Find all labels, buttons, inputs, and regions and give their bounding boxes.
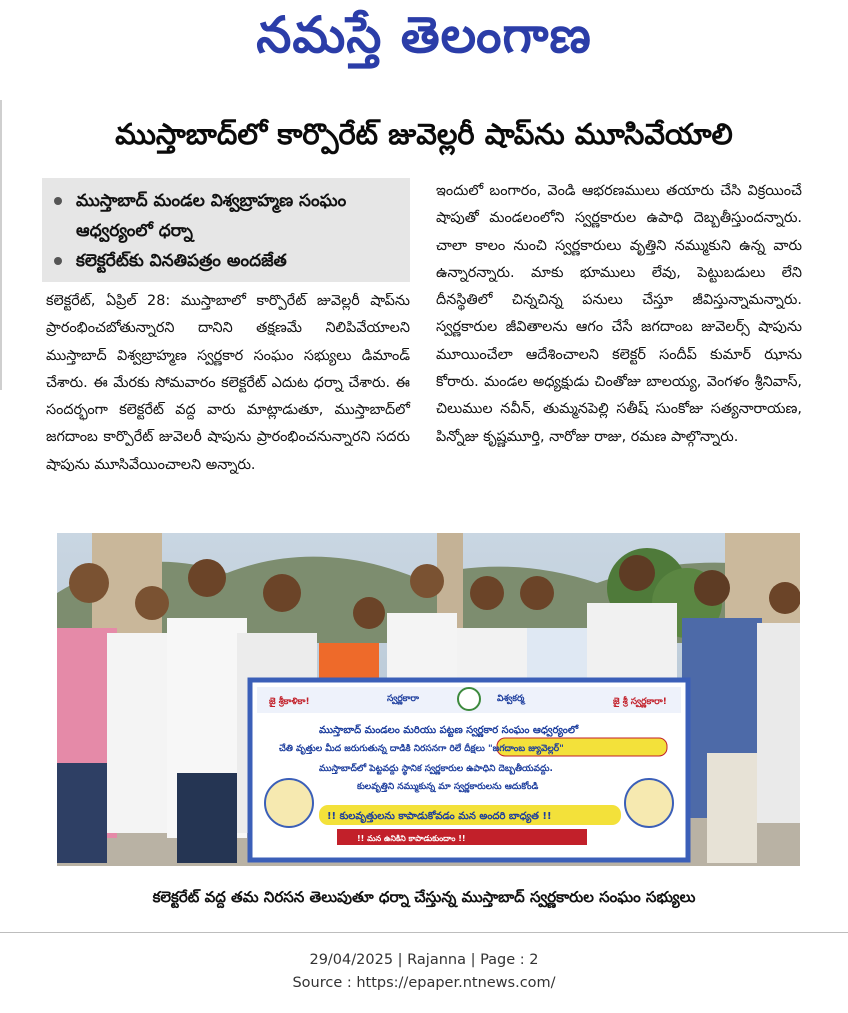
banner-logo-left: స్వర్ణకారా <box>387 694 419 704</box>
highlights-box <box>42 178 410 282</box>
footer-date-edition: 29/04/2025 | Rajanna | Page : 2 <box>309 952 539 968</box>
banner-logo-right: విశ్వకర్మ <box>497 694 525 704</box>
protest-photo-illustration <box>57 533 800 866</box>
column-rule <box>0 100 2 390</box>
banner-line-2: చేతి వృత్తుల మీద జరుగుతున్న దాడికి నిరసనగా రిలే దీక్షలు "జగదాంబ జ్యువెల్లర్" <box>279 744 564 754</box>
banner-emblem-icon <box>458 688 480 710</box>
masthead-title: నమస్తే తెలంగాణ <box>256 5 592 64</box>
bullet-icon <box>54 197 62 205</box>
article-body-left: కలెక్టరేట్, ఏప్రిల్ 28: ముస్తాబాలో కార్పొరేట్ జువెల్లరీ షాప్‌ను ప్రారంభించబోతున్నారని దానిని తక్షణమే నిలిపివేయాలని ముస్తాబాద్ విశ్వబ్రాహ్మణ స్వర్ణకార సంఘం సభ్యులు డిమాండ్ చేశారు. ఈ మేరకు సోమవారం కలెక్టరేట్ ఎదుట ధర్నా చేశారు. ఈ సందర్భంగా కలెక్టరేట్ వద్ద వారు మాట్లాడుతూ, ముస్తాబాద్‌లో జగదాంబ కార్పొరేట్ జువెలరీ షాపును ప్రారంభించనున్నారని సదరు షాపును మూసివేయించాలని అన్నారు. <box>46 293 410 473</box>
footer-divider <box>0 932 848 933</box>
highlight-item <box>54 186 400 246</box>
footer-source-link[interactable]: Source : https://epaper.ntnews.com/ <box>292 975 556 991</box>
article-body-right: ఇందులో బంగారం, వెండి ఆభరణములు తయారు చేసి విక్రయించే షాపుతో మండలంలోని స్వర్ణకారుల ఉపాధి దెబ్బతీస్తుందన్నారు. చాలా కాలం నుంచి స్వర్ణకారులు వృత్తిని నమ్ముకుని ఉన్న వారు ఉన్నారన్నారు. మాకు భూములు లేవు, పెట్టుబడులు లేని దీనస్థితిలో చిన్నచిన్న పనులు చేస్తూ జీవిస్తున్నామన్నారు. స్వర్ణకారుల జీవితాలను ఆగం చేసే జగదాంబ జువెలర్స్ షాపును మూయించేలా ఆదేశించాలని కలెక్టర్ సందీప్ కుమార్ ఝాను కోరారు. మండల అధ్యక్షుడు చింతోజు బాలయ్య, వెంగళం శ్రీనివాస్, చిలుముల నవీన్, తుమ్మనపెల్లి సతీష్ సుంకోజు సత్యనారాయణ, పిన్నోజు కృష్ణమూర్తి, నారోజు రాజు, రమణ పాల్గొన్నారు. <box>436 183 802 445</box>
goddess-left-icon <box>265 779 313 827</box>
banner-footer: !! మన ఉనికిని కాపాడుకుందాం !! <box>357 834 466 843</box>
banner-slogan: !! కులవృత్తులను కాపాడుకోవడం మన అందరి బాధ్యత !! <box>327 811 552 822</box>
bullet-icon <box>54 257 62 265</box>
masthead <box>0 0 848 82</box>
banner-corner-right: జై శ్రీ స్వర్ణకారా! <box>613 697 667 707</box>
protest-photo <box>57 533 800 866</box>
goddess-right-icon <box>625 779 673 827</box>
highlight-text: ముస్తాబాద్ మండల విశ్వబ్రాహ్మణ సంఘం ఆధ్వర్యంలో ధర్నా <box>76 191 347 241</box>
banner-corner-left: జై శ్రీకాళికా! <box>269 697 310 707</box>
article-headline: ముస్తాబాద్‌లో కార్పొరేట్ జువెల్లరీ షాప్‌ను మూసివేయాలి <box>115 117 733 151</box>
photo-caption: కలెక్టరేట్ వద్ద తమ నిరసన తెలుపుతూ ధర్నా చేస్తున్న ముస్తాబాద్ స్వర్ణకారుల సంఘం సభ్యులు <box>152 888 696 906</box>
banner-line-3: ముస్తాబాద్‌లో పెట్టవద్దు స్థానిక స్వర్ణకారుల ఉపాధిని దెబ్బతీయవద్దు. <box>319 764 553 774</box>
banner-line-1: ముస్తాబాద్ మండలం మరియు పట్టణ స్వర్ణకార సంఘం ఆధ్వర్యంలో <box>319 725 579 736</box>
highlight-text: కలెక్టరేట్‌కు వినతిపత్రం అందజేత <box>76 251 287 271</box>
banner-line-4: కులవృత్తిని నమ్ముకున్న మా స్వర్ణకారులను ఆదుకోండి <box>357 782 539 792</box>
highlight-item <box>54 246 400 276</box>
